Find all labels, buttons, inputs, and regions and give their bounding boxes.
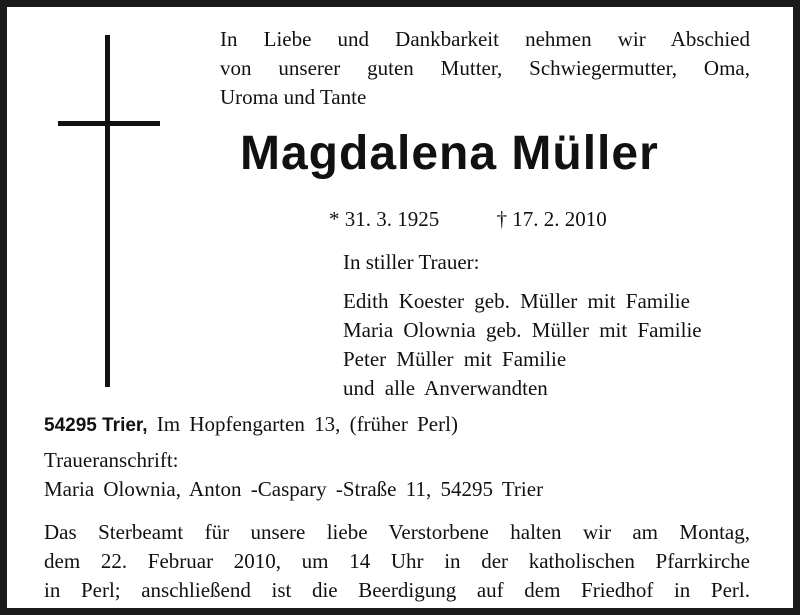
residence-address [44,410,458,440]
intro-line: In Liebe und Dankbarkeit nehmen wir Abschied [220,27,750,51]
mourner-line: Peter Müller mit Familie [343,347,567,371]
service-line: in Perl; anschließend ist die Beerdigung auf dem Friedhof in Perl. [44,578,750,602]
mourner-line: und alle Anverwandten [343,376,548,400]
death-date: † 17. 2. 2010 [496,207,607,231]
cross-horizontal-bar [58,121,160,126]
intro-line: von unserer guten Mutter, Schwiegermutter, Oma, [220,56,750,80]
funeral-service-text [44,518,750,605]
mourner-line: Maria Olownia geb. Müller mit Familie [343,318,702,342]
birth-date: * 31. 3. 1925 [329,207,440,231]
service-line: Das Sterbeamt für unsere liebe Verstorbene halten wir am Montag, [44,520,750,544]
cross-vertical-bar [105,35,110,387]
intro-line: Uroma und Tante [220,85,367,109]
mourning-address-label: Traueranschrift: [44,448,179,472]
mourners-heading: In stiller Trauer: [343,250,480,274]
mourning-address: Maria Olownia, Anton -Caspary -Straße 11, 54295 Trier [44,477,544,501]
mourner-line: Edith Koester geb. Müller mit Familie [343,289,690,313]
address-city: 54295 Trier, [44,415,148,436]
deceased-name: Magdalena Müller [240,127,659,180]
service-line: dem 22. Februar 2010, um 14 Uhr in der katholischen Pfarrkirche [44,549,750,573]
address-street: Im Hopfengarten 13, (früher Perl) [156,412,458,436]
life-dates [329,205,607,234]
mourners-list [343,287,702,403]
intro-text [220,25,750,112]
